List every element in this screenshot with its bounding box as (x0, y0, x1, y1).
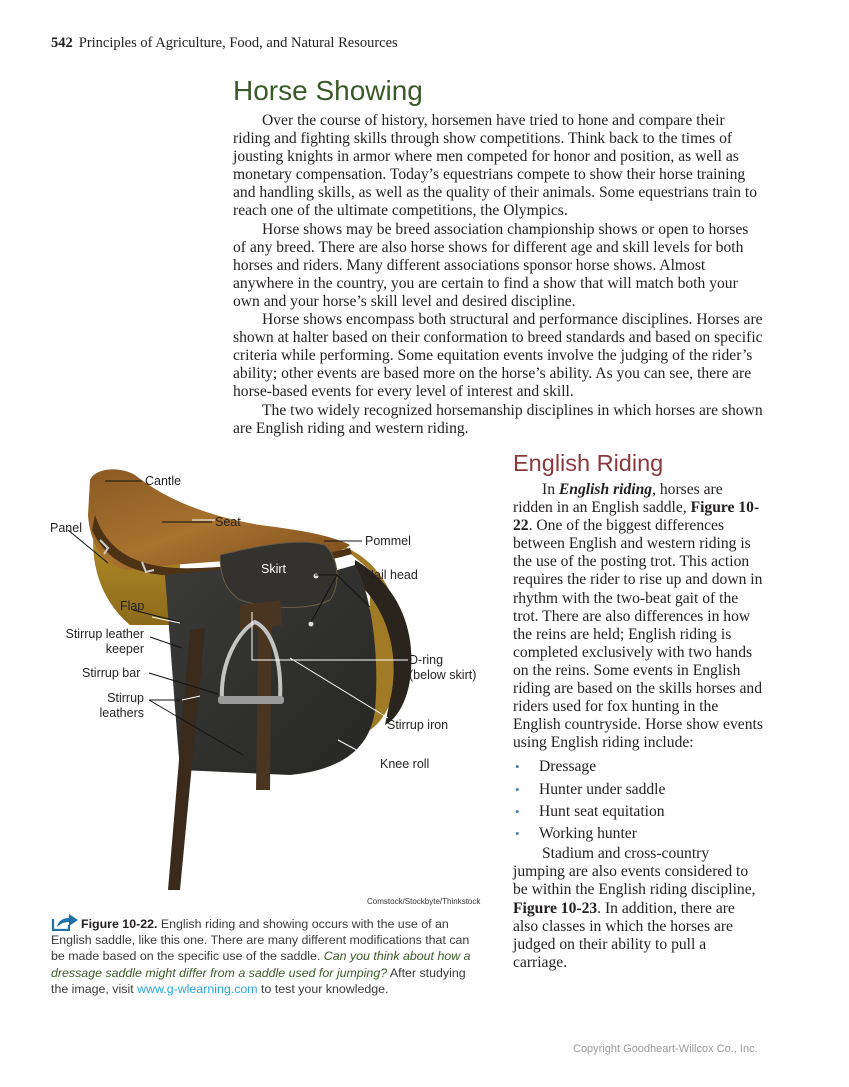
figure-reference: Figure 10-23 (513, 899, 598, 917)
bullet-icon: • (515, 803, 520, 819)
label-flap: Flap (120, 599, 145, 613)
list-item: • Working hunter (513, 823, 763, 845)
paragraph: Horse shows encompass both structural and performance disciplines. Horses are shown at halter based on their conformation to breed standards and based on specific criteria while performing. Some equitation events involve the judging of the rider’s ability; other events are based more on the horse’s ability. As you can see, there are horse-based events for every level of interest and skill. (233, 311, 763, 401)
list-item: • Hunter under saddle (513, 779, 763, 801)
copyright-notice: Copyright Goodheart-Willcox Co., Inc. (573, 1043, 758, 1055)
label-cantle: Cantle (145, 474, 182, 488)
page-number: 542 (51, 35, 73, 51)
subsection-title: English Riding (513, 450, 664, 476)
label-panel: Panel (50, 521, 82, 535)
bullet-icon: • (515, 781, 520, 797)
label-stirrup-iron: Stirrup iron (387, 718, 449, 732)
paragraph: Stadium and cross-country jumping are also events considered to be within the English riding discipline, Figure 10-23. In addition, there are also classes in which the horses are judged on their ability to pull a carriage. (513, 845, 756, 971)
paragraph: The two widely recognized horsemanship disciplines in which horses are shown are English riding and western riding. (233, 401, 763, 437)
label-d-ring: D-ring (below skirt) (409, 653, 477, 682)
g-wlearning-link[interactable]: www.g-wlearning.com (137, 981, 258, 996)
list-item: • Dressage (513, 756, 763, 778)
label-stirrup-leather-keeper: Stirrup leather keeper (65, 627, 144, 656)
saddle-figure (40, 450, 490, 910)
share-arrow-icon (51, 913, 79, 931)
list-item: • Hunt seat equitation (513, 801, 763, 823)
label-stirrup-bar: Stirrup bar (82, 666, 141, 680)
running-head (51, 35, 398, 52)
book-title: Principles of Agriculture, Food, and Natural Resources (78, 35, 398, 51)
label-nail-head: Nail head (365, 568, 418, 582)
figure-number: Figure 10-22. (81, 917, 158, 931)
bullet-icon: • (515, 759, 520, 775)
label-pommel: Pommel (365, 534, 411, 548)
figure-caption: Figure 10-22. English riding and showing occurs with the use of an English saddle, like this one. There are many different modifications that can be made based on the specific use of the saddle. Can you think about how a dressage saddle might differ from a saddle used for jumping? After studying the image, visit www.g-wlearning.com to test your knowledge. (51, 913, 476, 997)
paragraph: Horse shows may be breed association championship shows or open to horses of any breed. There are also horse shows for different age and skill levels for both horses and riders. Many different associations sponsor horse shows. Almost anywhere in the country, you are certain to find a show that will match both your own and your horse’s skill level and desired discipline. (233, 220, 749, 310)
label-knee-roll: Knee roll (380, 757, 430, 771)
paragraph: In English riding, horses are ridden in an English saddle, Figure 10-22. One of the biggest differences between English and western riding is the use of the posting trot. This action requires the rider to rise up and down in rhythm with the two-beat gait of the trot. There are also differences in how the reins are held; English riding is completed exclusively with two hands on the reins. Some events in English riding are based on the skills horses and riders used for fox hunting in the English countryside. Horse show events using English riding include: (513, 481, 763, 752)
photo-credit: Comstock/Stockbyte/Thinkstock (367, 897, 481, 906)
caption-question: Can you think about how a dressage saddle might differ from a saddle used for jumping? (51, 949, 471, 980)
section-body (233, 112, 763, 438)
label-skirt: Skirt (261, 562, 286, 576)
figure-reference: Figure 10-22 (513, 499, 760, 535)
label-seat: Seat (215, 515, 241, 529)
label-stirrup-leathers: Stirrup leathers (99, 691, 144, 720)
paragraph: Over the course of history, horsemen have tried to hone and compare their riding and fighting skills through show competitions. Think back to the times of jousting knights in armor where men competed for honor and position, as well as monetary compensation. Today’s equestrians compete to show their horse training and handling skills, as well as the quality of their animals. Some equestrians train to reach one of the ultimate competitions, the Olympics. (233, 112, 758, 220)
section-title: Horse Showing (233, 75, 423, 106)
english-riding-body (513, 481, 763, 972)
event-list (513, 756, 763, 845)
bullet-icon: • (515, 826, 520, 842)
key-term: English riding (558, 481, 653, 498)
